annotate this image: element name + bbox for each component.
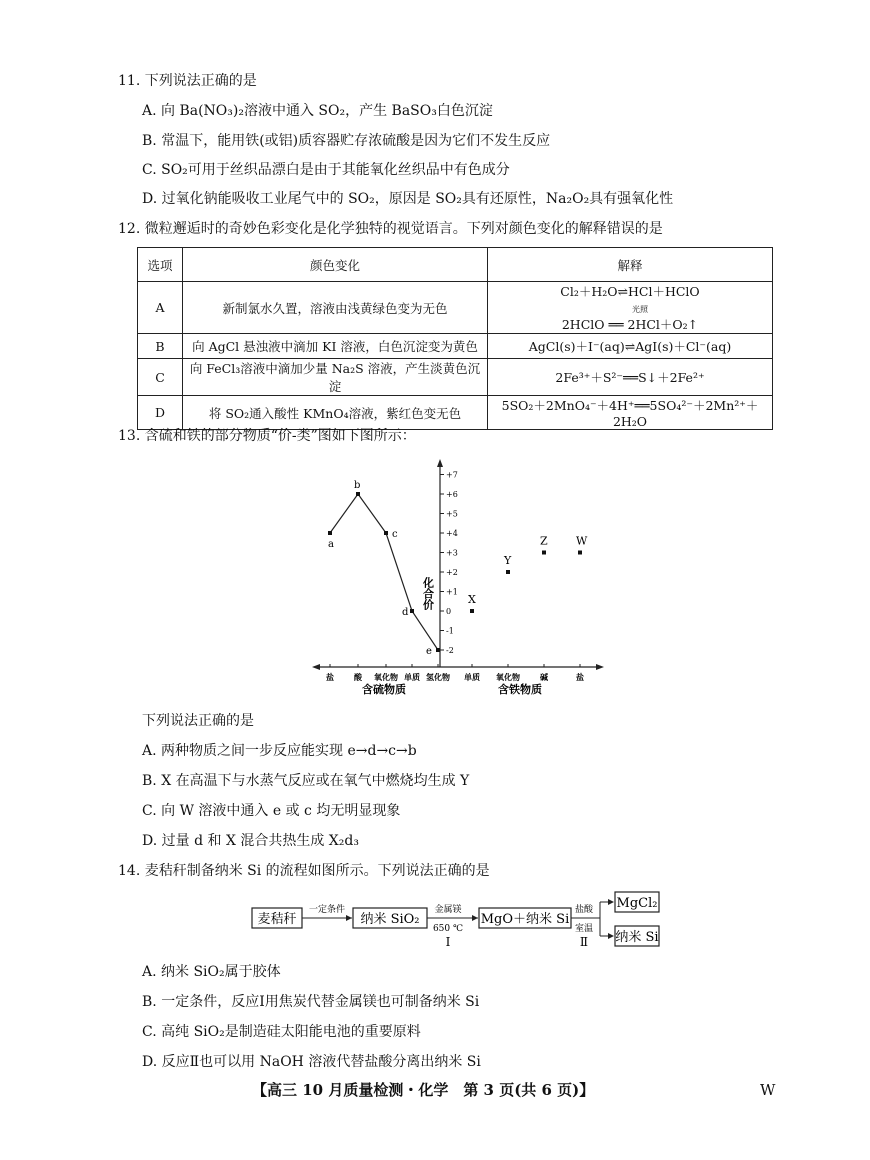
y-tick-label: +7 xyxy=(446,470,458,480)
sulfur-connector-lines xyxy=(330,494,438,650)
x-category-label: 盐 xyxy=(326,672,334,682)
x-category-label: 氧化物 xyxy=(496,672,520,682)
flow-step2-condition-bottom: 650 ℃ xyxy=(432,924,464,934)
row-change: 向 FeCl₃溶液中滴加少量 Na₂S 溶液，产生淡黄色沉淀 xyxy=(183,359,488,396)
q12-stem: 12. 微粒邂逅时的奇妙色彩变化是化学独特的视觉语言。下列对颜色变化的解释错误的是 xyxy=(118,221,663,237)
q13-option-c: C. 向 W 溶液中通入 e 或 c 均无明显现象 xyxy=(142,803,401,819)
sulfur-point-label: d xyxy=(402,607,409,618)
flow-step1-condition: 一定条件 xyxy=(308,905,346,915)
x-category-label: 酸 xyxy=(354,672,362,682)
row-explanation: 2Fe³⁺＋S²⁻══S↓＋2Fe²⁺ xyxy=(488,359,773,396)
x-axis-left-arrow-icon xyxy=(312,664,320,670)
sulfur-series-line xyxy=(358,494,438,650)
sulfur-point-label: e xyxy=(426,646,432,657)
flow-step2-condition-top: 金属镁 xyxy=(434,905,462,915)
reaction-condition: 光照 xyxy=(632,305,648,314)
x-category-label: 单质 xyxy=(464,672,480,682)
x-category-label: 氢化物 xyxy=(426,672,450,682)
header-option: 选项 xyxy=(138,248,183,282)
sulfur-point-label: b xyxy=(354,480,361,491)
row-explanation: AgCl(s)＋I⁻(aq)⇌AgI(s)＋Cl⁻(aq) xyxy=(488,334,773,359)
q13-option-d: D. 过量 d 和 X 混合共热生成 X₂d₃ xyxy=(142,833,359,849)
sulfur-point-e xyxy=(436,648,440,652)
arrowhead-icon xyxy=(346,915,352,921)
iron-point-X xyxy=(470,609,474,613)
q11-option-a: A. 向 Ba(NO₃)₂溶液中通入 SO₂，产生 BaSO₃白色沉淀 xyxy=(142,103,493,119)
sulfur-series-line xyxy=(330,494,358,533)
q11-option-c: C. SO₂可用于丝织品漂白是由于其能氧化丝织品中有色成分 xyxy=(142,162,510,178)
row-change: 将 SO₂通入酸性 KMnO₄溶液，紫红色变无色 xyxy=(183,396,488,430)
y-tick-label: -2 xyxy=(446,646,454,655)
row-explanation: 5SO₂＋2MnO₄⁻＋4H⁺══5SO₄²⁻＋2Mn²⁺＋2H₂O xyxy=(488,396,773,430)
page-watermark: W xyxy=(760,1081,776,1099)
q13-stem: 13. 含硫和铁的部分物质“价-类”图如下图所示： xyxy=(118,428,416,444)
iron-point-Y xyxy=(506,570,510,574)
arrowhead-icon xyxy=(608,899,614,905)
q14-option-a: A. 纳米 SiO₂属于胶体 xyxy=(142,964,281,980)
header-explanation: 解释 xyxy=(488,248,773,282)
q11-option-d: D. 过氧化钠能吸收工业尾气中的 SO₂，原因是 SO₂具有还原性，Na₂O₂具有强氧化性 xyxy=(142,191,674,207)
flow-start-label: 麦秸秆 xyxy=(257,912,297,927)
y-tick-label: +1 xyxy=(446,587,458,597)
sulfur-point-label: c xyxy=(392,529,398,540)
flow-mid1-label: 纳米 SiO₂ xyxy=(360,912,420,927)
sulfur-point-a xyxy=(328,531,332,535)
arrowhead-icon xyxy=(472,915,478,921)
sulfur-point-label: a xyxy=(328,539,334,550)
arrowhead-icon xyxy=(608,933,614,939)
explanation-line-1: Cl₂＋H₂O⇌HCl＋HClO xyxy=(560,284,700,299)
x-category-label: 碱 xyxy=(540,672,548,682)
process-flow-diagram xyxy=(250,888,670,958)
q13-sub-stem: 下列说法正确的是 xyxy=(142,713,254,729)
q13-option-b: B. X 在高温下与水蒸气反应或在氧气中燃烧均生成 Y xyxy=(142,773,470,789)
x-axis-right-arrow-icon xyxy=(596,664,604,670)
flow-step3-label: Ⅱ xyxy=(579,935,589,949)
row-option: B xyxy=(138,334,183,359)
flow-out1-label: MgCl₂ xyxy=(616,896,658,911)
q14-option-d: D. 反应Ⅱ也可以用 NaOH 溶液代替盐酸分离出纳米 Si xyxy=(142,1054,481,1070)
q14-option-b: B. 一定条件，反应Ⅰ用焦炭代替金属镁也可制备纳米 Si xyxy=(142,994,480,1010)
table-row xyxy=(138,334,773,359)
y-tick-label: +2 xyxy=(446,568,458,577)
valence-class-chart xyxy=(300,455,610,695)
row-change: 新制氯水久置，溶液由浅黄绿色变为无色 xyxy=(183,282,488,334)
x-category-label: 盐 xyxy=(576,672,584,682)
page-footer: 【高三 10 月质量检测・化学 第 3 页(共 6 页)】 xyxy=(252,1081,595,1099)
iron-point-label: Y xyxy=(504,554,512,567)
sulfur-point-c xyxy=(384,531,388,535)
flow-step3-condition-top: 盐酸 xyxy=(574,905,594,915)
q13-option-a: A. 两种物质之间一步反应能实现 e→d→c→b xyxy=(142,743,417,759)
q14-stem: 14. 麦秸秆制备纳米 Si 的流程如图所示。下列说法正确的是 xyxy=(118,863,490,879)
iron-group-label: 含铁物质 xyxy=(498,683,542,695)
sulfur-point-d xyxy=(410,609,414,613)
x-category-label: 单质 xyxy=(404,672,420,682)
row-option: D xyxy=(138,396,183,430)
flow-step2-label: Ⅰ xyxy=(445,935,451,949)
flow-mid2-label: MgO＋纳米 Si xyxy=(480,912,570,927)
iron-point-Z xyxy=(542,551,546,555)
q12-table xyxy=(137,247,773,430)
flow-step3-condition-bottom: 室温 xyxy=(574,924,594,934)
q11-option-b: B. 常温下，能用铁(或铝)质容器贮存浓硫酸是因为它们不发生反应 xyxy=(142,133,551,149)
y-tick-label: +6 xyxy=(446,490,458,499)
sulfur-group-label: 含硫物质 xyxy=(362,683,406,695)
table-header-row xyxy=(138,248,773,282)
y-axis-arrow-icon xyxy=(437,459,443,467)
y-tick-label: +3 xyxy=(446,548,458,558)
row-change: 向 AgCl 悬浊液中滴加 KI 溶液，白色沉淀变为黄色 xyxy=(183,334,488,359)
q11-stem: 11. 下列说法正确的是 xyxy=(118,73,257,89)
row-option: A xyxy=(138,282,183,334)
y-tick-label: 0 xyxy=(446,607,452,616)
iron-point-label: Z xyxy=(540,534,548,548)
sulfur-point-b xyxy=(356,492,360,496)
row-explanation xyxy=(488,282,773,334)
row-option: C xyxy=(138,359,183,396)
table-row xyxy=(138,359,773,396)
explanation-line-2: 2HClO ══ 2HCl＋O₂↑ xyxy=(561,317,699,332)
y-tick-label: -1 xyxy=(446,626,454,636)
iron-point-label: X xyxy=(468,593,476,606)
y-tick-label: +5 xyxy=(446,509,458,519)
y-tick-label: +4 xyxy=(446,529,458,538)
iron-point-label: W xyxy=(576,534,588,548)
iron-point-W xyxy=(578,551,582,555)
table-row xyxy=(138,282,773,334)
flow-out2-label: 纳米 Si xyxy=(615,930,659,945)
x-category-label: 氧化物 xyxy=(374,672,398,682)
q14-option-c: C. 高纯 SiO₂是制造硅太阳能电池的重要原料 xyxy=(142,1024,421,1040)
chart-y-ticks xyxy=(440,471,458,656)
y-axis-label: 化合价 xyxy=(421,577,435,610)
header-color-change: 颜色变化 xyxy=(183,248,488,282)
